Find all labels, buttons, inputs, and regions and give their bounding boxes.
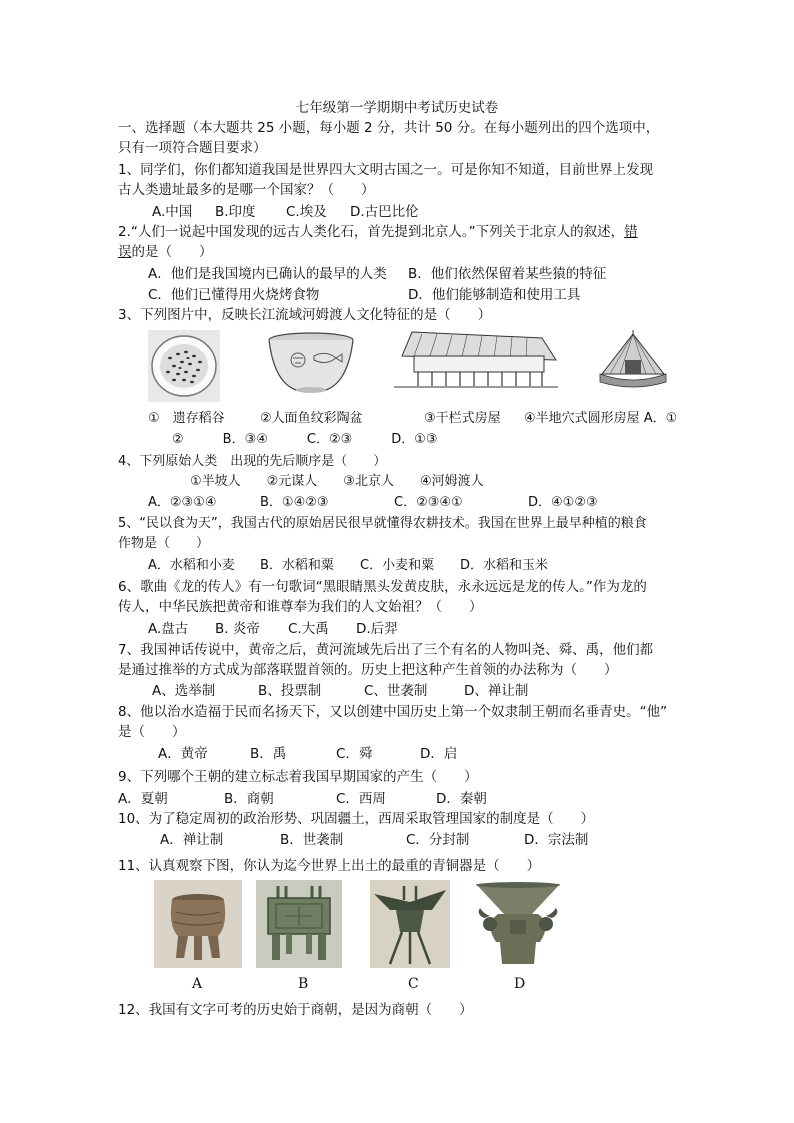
stilt-house-image: [392, 330, 560, 392]
q2-line1: [118, 222, 638, 242]
bronze-square-ding-image: [256, 880, 342, 968]
q4-option-d: D．④①②③: [528, 495, 598, 510]
q9-option-c: C．西周: [336, 791, 386, 807]
q10-option-c: C．分封制: [406, 832, 470, 848]
q7-line1: 7、我国神话传说中，黄帝之后，黄河流域先后出了三个有名的人物叫尧、舜、禹，他们都: [118, 642, 654, 658]
q10-option-d: D．宗法制: [524, 832, 589, 848]
q9-option-a: A．夏朝: [118, 791, 168, 807]
section-heading-line1: 一、选择题（本大题共 25 小题，每小题 2 分，共计 50 分。在每小题列出的四个选项中，: [118, 120, 660, 136]
q2-option-a: A．他们是我国境内已确认的最早的人类: [148, 266, 387, 282]
q8-option-d: D．启: [420, 746, 458, 762]
q7-option-c: C、世袭制: [364, 683, 428, 699]
q4-option-a: A．②③①④: [148, 495, 217, 510]
q9-line1: 9、下列哪个王朝的建立标志着我国早期国家的产生（ ）: [118, 769, 478, 785]
q6-option-b: B. 炎帝: [215, 621, 260, 637]
q8-line2: 是（ ）: [118, 724, 186, 740]
q5-option-b: B．水稻和粟: [260, 558, 334, 573]
exam-title: 七年级第一学期期中考试历史试卷: [295, 100, 499, 116]
q1-line2: 古人类遗址最多的是哪一个国家？（ ）: [118, 182, 375, 198]
q5-option-a: A．水稻和小麦: [148, 558, 235, 573]
q12-line1: 12、我国有文字可考的历史始于商朝，是因为商朝（ ）: [118, 1002, 473, 1018]
q3-caption-1: ① 遗存稻谷: [148, 411, 225, 426]
q11-label-c: C: [408, 976, 419, 992]
q9-option-d: D．秦朝: [436, 791, 487, 807]
q1-option-d: D.古巴比伦: [350, 204, 419, 220]
q11-line1: 11、认真观察下图，你认为迄今世界上出土的最重的青铜器是（ ）: [118, 858, 541, 874]
q5-option-d: D．水稻和玉米: [460, 558, 549, 573]
rice-grains-image: [148, 330, 220, 402]
q10-option-a: A．禅让制: [160, 832, 224, 848]
q7-option-a: A、选举制: [152, 683, 216, 699]
bronze-tripod-li-image: [154, 880, 242, 968]
q5-line1: 5、“民以食为天”，我国古代的原始居民很早就懂得农耕技术。我国在世界上最早种植的粮食: [118, 516, 647, 531]
section-heading-line2: 只有一项符合题目要求）: [118, 140, 267, 156]
q2-line1-text: 2.“人们一说起中国发现的远古人类化石，首先提到北京人。”下列关于北京人的叙述，: [118, 224, 625, 240]
q3-caption-4: ④半地穴式圆形房屋 A．①: [524, 411, 678, 426]
q8-option-b: B．禹: [250, 746, 287, 762]
q2-option-c: C．他们已懂得用火烧烤食物: [148, 287, 320, 303]
q8-line1: 8、他以治水造福于民而名扬天下，又以创建中国历史上第一个奴隶制王朝而名垂青史。“他”: [118, 704, 668, 720]
q2-line2-text: 的是（ ）: [131, 244, 213, 260]
q7-option-b: B、投票制: [258, 683, 322, 699]
q5-option-c: C．小麦和粟: [360, 558, 435, 573]
q4-items: ①半坡人 ②元谋人 ③北京人 ④河姆渡人: [190, 474, 484, 489]
q1-option-c: C.埃及: [286, 204, 327, 220]
q7-option-d: D、禅让制: [464, 683, 529, 699]
q8-option-a: A．黄帝: [158, 746, 208, 762]
q11-label-a: A: [192, 976, 203, 992]
q3-line1: 3、下列图片中，反映长江流域河姆渡人文化特征的是（ ）: [118, 307, 492, 323]
q6-line1: 6、歌曲《龙的传人》有一句歌词“黑眼睛黑头发黄皮肤，永永远远是龙的传人。”作为龙的: [118, 579, 647, 595]
bronze-jue-cup-image: [370, 880, 450, 968]
q9-option-b: B．商朝: [224, 791, 274, 807]
q6-option-d: D.后羿: [356, 621, 398, 637]
q1-line1: 1、同学们，你们都知道我国是世界四大文明古国之一。可是你知不知道，目前世界上发现: [118, 162, 654, 178]
q11-label-b: B: [298, 976, 309, 992]
q6-option-c: C.大禹: [288, 621, 329, 637]
q4-option-c: C．②③④①: [394, 495, 463, 510]
q10-option-b: B．世袭制: [280, 832, 344, 848]
round-pit-house-image: [598, 330, 668, 392]
q11-label-d: D: [514, 976, 526, 992]
q4-line1: 4、下列原始人类 出现的先后顺序是（ ）: [118, 454, 387, 469]
q2-line1-underlined: 错: [624, 224, 638, 240]
q3-caption-2: ②人面鱼纹彩陶盆: [260, 411, 363, 426]
q2-option-b: B．他们依然保留着某些猿的特征: [408, 266, 607, 282]
q4-option-b: B．①④②③: [260, 495, 329, 510]
fish-pattern-pottery-basin-image: [266, 330, 356, 396]
q6-line2: 传人，中华民族把黄帝和谁尊奉为我们的人文始祖？（ ）: [118, 599, 483, 615]
four-ram-zun-image: [470, 880, 566, 972]
q2-line2: [118, 242, 213, 262]
q1-option-b: B.印度: [215, 204, 256, 220]
q6-option-a: A.盘古: [148, 621, 189, 637]
q1-option-a: A.中国: [152, 204, 193, 220]
q7-line2: 是通过推举的方式成为部落联盟首领的。历史上把这种产生首领的办法称为（ ）: [118, 662, 618, 678]
q2-line2-underlined: 误: [118, 244, 132, 260]
q5-line2: 作物是（ ）: [118, 536, 210, 551]
q2-option-d: D．他们能够制造和使用工具: [408, 287, 581, 303]
q10-line1: 10、为了稳定周初的政治形势、巩固疆土，西周采取管理国家的制度是（ ）: [118, 811, 595, 827]
q3-options-line: ② B．③④ C．②③ D．①③: [172, 432, 438, 447]
q3-caption-3: ③干栏式房屋: [424, 411, 501, 426]
q8-option-c: C．舜: [336, 746, 373, 762]
